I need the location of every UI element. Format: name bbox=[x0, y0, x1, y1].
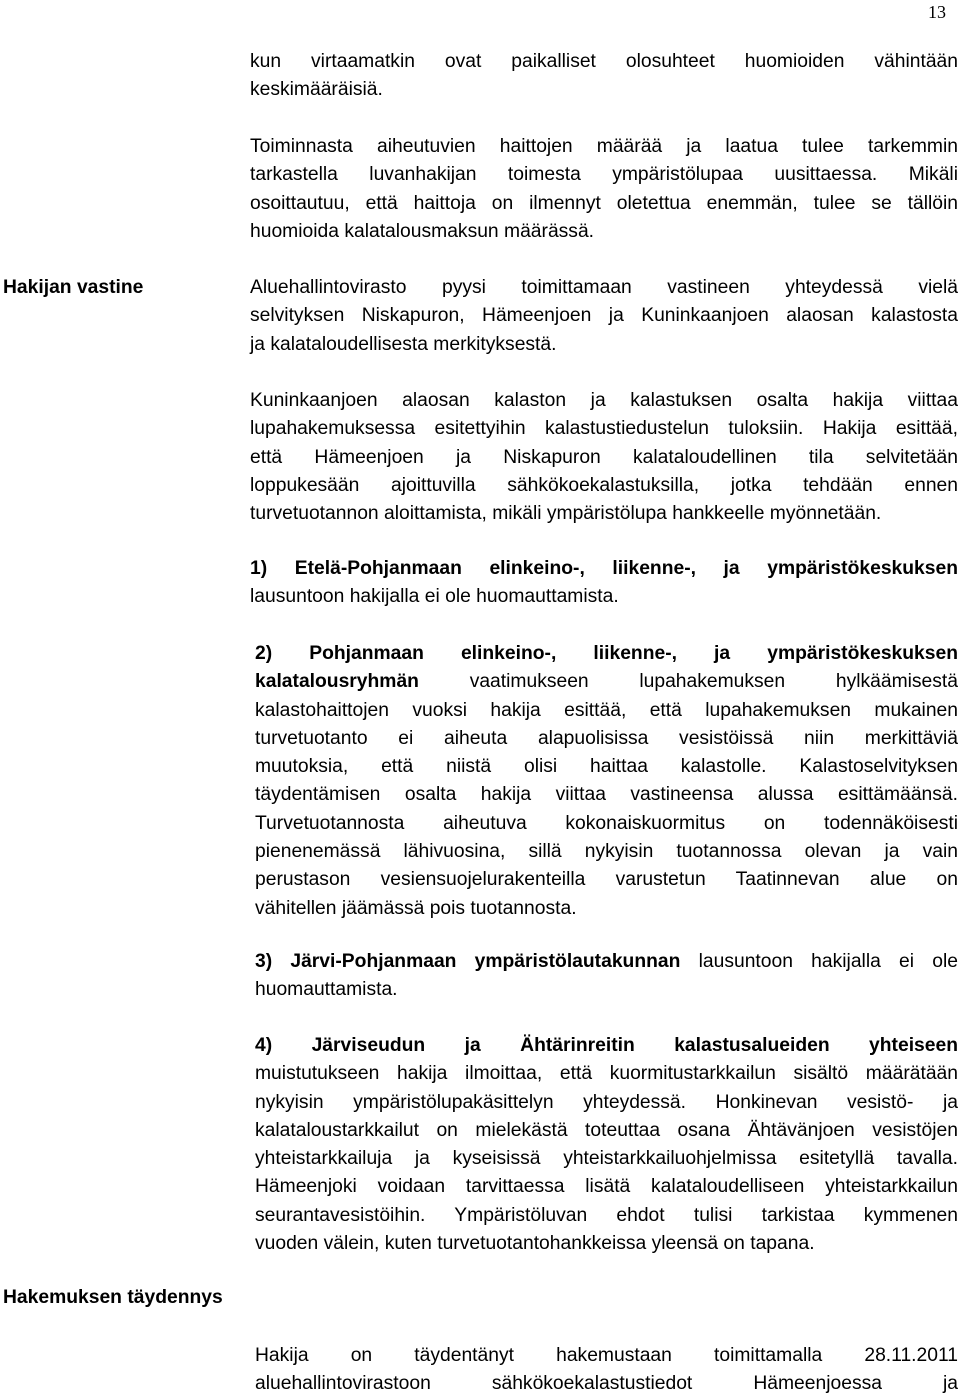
text-line: loppukesään ajoittuvilla sähkökoekalastuksilla, jotka tehdään ennen bbox=[250, 474, 958, 496]
text-line: ja kalataloudellisesta merkityksestä. bbox=[250, 333, 557, 355]
text-line: muistutukseen hakija ilmoittaa, että kuormitustarkkailun sisältö määrätään bbox=[255, 1063, 958, 1085]
item-4-heading: 4) Järviseudun ja Ähtärinreitin kalastusalueiden yhteiseen bbox=[255, 1035, 958, 1056]
section-heading-taydennys: Hakemuksen täydennys bbox=[3, 1287, 223, 1308]
taydennys-paragraph bbox=[255, 1342, 958, 1399]
text-line bbox=[255, 668, 958, 696]
text-span: lausuntoon hakijalla ei ole bbox=[698, 951, 959, 972]
item-1 bbox=[250, 555, 958, 612]
section-heading-vastine: Hakijan vastine bbox=[3, 277, 144, 298]
vastine-paragraph-2 bbox=[250, 387, 958, 528]
text-line: seurantavesistöihin. Ympäristöluvan ehdot tulisi tarkistaa kymmenen bbox=[255, 1204, 958, 1226]
text-line: huomauttamista. bbox=[255, 979, 398, 1001]
intro-paragraph-2 bbox=[250, 133, 958, 246]
text-line: selvityksen Niskapuron, Hämeenjoen ja Kuninkaanjoen alaosan kalastosta bbox=[250, 305, 958, 327]
text-line: vähitellen jäämässä pois tuotannosta. bbox=[255, 897, 577, 919]
vastine-paragraph-1 bbox=[250, 274, 958, 359]
text-line: että Hämeenjoen ja Niskapuron kalataloudellinen tila selvitetään bbox=[250, 446, 958, 468]
page-number: 13 bbox=[928, 2, 946, 22]
text-line: yhteistarkkailuja ja kyseisissä yhteistarkkailuohjelmissa esitetyllä tavalla. bbox=[255, 1148, 958, 1170]
text-line: keskimääräisiä. bbox=[250, 79, 383, 101]
text-line: perustason vesiensuojelurakenteilla varustetun Taatinnevan alue on bbox=[255, 869, 958, 891]
text-line: täydentämisen osalta hakija viittaa vastineensa alussa esittämäänsä. bbox=[255, 784, 958, 806]
text-line: kalataloustarkkailut on mielekästä toteuttaa osana Ähtävänjoen vesistöjen bbox=[255, 1119, 958, 1141]
text-line: Toiminnasta aiheutuvien haittojen määrää ja laatua tulee tarkemmin bbox=[250, 136, 958, 157]
text-line: huomioida kalatalousmaksun määrässä. bbox=[250, 220, 595, 242]
text-line: Kuninkaanjoen alaosan kalaston ja kalastuksen osalta hakija viittaa bbox=[250, 390, 958, 411]
text-line: turvetuotanto ei aiheuta alapuolisissa vesistöissä niin merkittäviä bbox=[255, 727, 958, 749]
text-line: tarkastella luvanhakijan toimesta ympäristölupaa uusittaessa. Mikäli bbox=[250, 164, 958, 186]
text-line: lausuntoon hakijalla ei ole huomauttamista. bbox=[250, 586, 619, 608]
text-line: osoittautuu, että haittoja on ilmennyt oletettua enemmän, tulee se tällöin bbox=[250, 192, 958, 214]
text-line: turvetuotannon aloittamista, mikäli ympäristölupa hankkeelle myönnetään. bbox=[250, 503, 882, 525]
text-line: kun virtaamatkin ovat paikalliset olosuhteet huomioiden vähintään bbox=[250, 51, 958, 72]
text-line: lupahakemuksessa esitettyihin kalastustiedustelun tuloksiin. Hakija esittää, bbox=[250, 418, 958, 440]
text-line: muutoksia, että niistä olisi haittaa kalastolle. Kalastoselvityksen bbox=[255, 756, 958, 778]
item-3-heading: 3) Järvi-Pohjanmaan ympäristölautakunnan bbox=[255, 951, 681, 972]
text-line bbox=[255, 948, 958, 976]
intro-paragraph-1 bbox=[250, 48, 958, 105]
text-line: aluehallintovirastoon sähkökoekalastustiedot Hämeenjoessa ja bbox=[255, 1373, 958, 1395]
text-line: Aluehallintovirasto pyysi toimittamaan vastineen yhteydessä vielä bbox=[250, 277, 958, 298]
text-line: nykyisin ympäristölupakäsittelyn yhteydessä. Honkinevan vesistö- ja bbox=[255, 1091, 958, 1113]
item-3 bbox=[255, 948, 958, 1005]
item-2-heading-cont: kalatalousryhmän bbox=[255, 671, 419, 693]
text-line: vuoden välein, kuten turvetuotantohankkeissa yleensä on tapana. bbox=[255, 1233, 815, 1255]
item-4 bbox=[255, 1032, 958, 1258]
text-line: Hakija on täydentänyt hakemustaan toimittamalla 28.11.2011 bbox=[255, 1345, 958, 1366]
text-line: kalastohaittojen vuoksi hakija esittää, että lupahakemuksen mukainen bbox=[255, 699, 958, 721]
text-line: Hämeenjoki voidaan tarvittaessa lisätä kalataloudelliseen yhteistarkkailun bbox=[255, 1176, 958, 1198]
text-line: Turvetuotannosta aiheutuva kokonaiskuormitus on todennäköisesti bbox=[255, 812, 958, 834]
item-2-heading: 2) Pohjanmaan elinkeino-, liikenne-, ja ympäristökeskuksen bbox=[255, 643, 958, 664]
text-span: vaatimukseen lupahakemuksen hylkäämisestä bbox=[469, 671, 959, 693]
item-1-heading: 1) Etelä-Pohjanmaan elinkeino-, liikenne-, ja ympäristökeskuksen bbox=[250, 558, 958, 579]
text-line: pienenemässä lähivuosina, sillä nykyisin tuotannossa olevan ja vain bbox=[255, 841, 958, 863]
item-2 bbox=[255, 640, 958, 923]
